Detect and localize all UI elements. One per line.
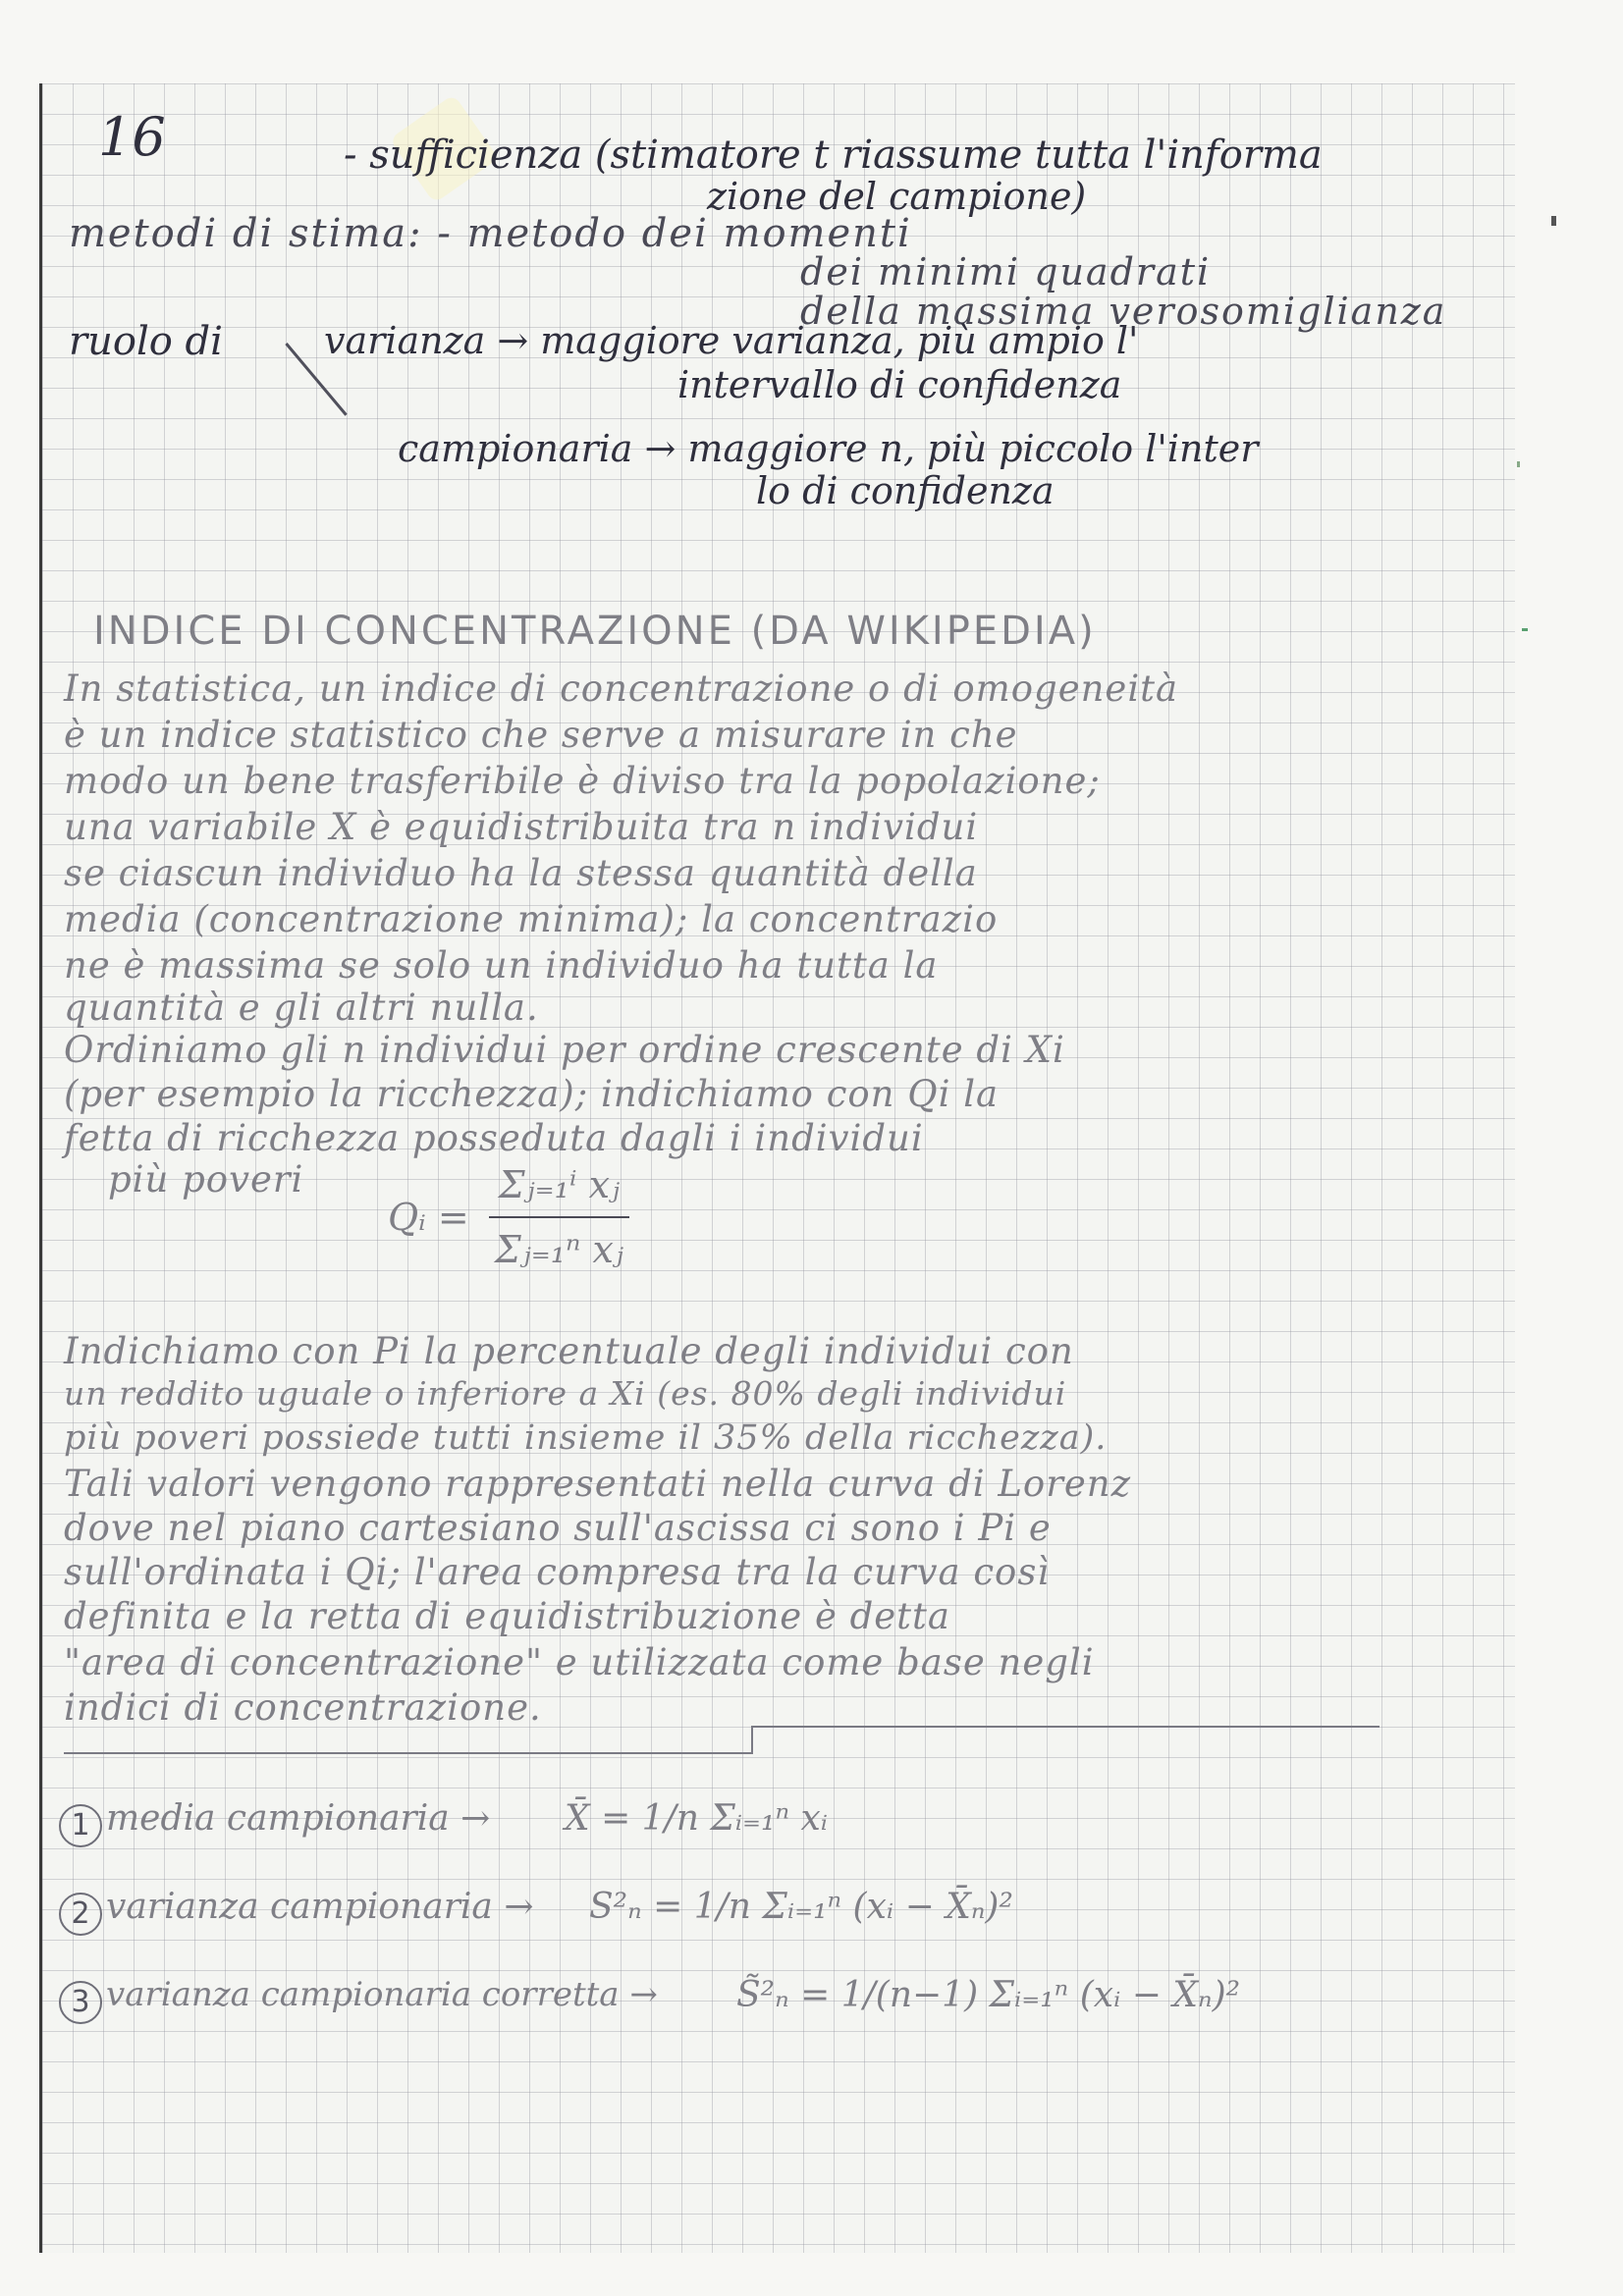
section-divider xyxy=(64,1752,751,1754)
section-divider-upper xyxy=(751,1726,1380,1728)
para3-line: Indichiamo con Pi la percentuale degli individui con xyxy=(64,1330,1074,1372)
formula-number-2: 2 xyxy=(59,1893,102,1936)
formula-q-denominator: Σⱼ₌₁ⁿ xⱼ xyxy=(494,1228,623,1271)
formula-q-fraction xyxy=(489,1163,629,1271)
page-number: 16 xyxy=(98,106,166,168)
formula-q xyxy=(388,1163,629,1271)
para1-line: quantità e gli altri nulla. xyxy=(64,987,539,1029)
formula-label-1: media campionaria → xyxy=(106,1798,491,1839)
formula-q-numerator: Σⱼ₌₁ⁱ xⱼ xyxy=(489,1163,629,1218)
para3-line: sull'ordinata i Qi; l'area compresa tra la curva così xyxy=(64,1551,1051,1593)
scan-speck xyxy=(1551,216,1556,226)
header-line-2: zione del campione) xyxy=(707,175,1087,218)
formula-label-3: varianza campionaria corretta → xyxy=(106,1975,658,2014)
formula-expr-3: S̃²ₙ = 1/(n−1) Σᵢ₌₁ⁿ (xᵢ − X̄ₙ)² xyxy=(736,1975,1241,2015)
para3-line: "area di concentrazione" e utilizzata come base negli xyxy=(64,1641,1095,1683)
para3-line: un reddito uguale o inferiore a Xi (es. 80% degli individui xyxy=(64,1374,1067,1413)
ruolo-varianza: varianza → maggiore varianza, più ampio l' xyxy=(324,319,1139,362)
para2-line: più poveri xyxy=(108,1158,304,1201)
para2-line: Ordiniamo gli n individui per ordine crescente di Xi xyxy=(64,1029,1065,1071)
para3-line: indici di concentrazione. xyxy=(64,1686,542,1729)
section-title: INDICE DI CONCENTRAZIONE (DA WIKIPEDIA) xyxy=(93,609,1097,654)
header-line-1: - sufficienza (stimatore t riassume tutta l'informa xyxy=(344,133,1323,178)
methods-lead: metodi di stima: - metodo dei momenti xyxy=(69,211,912,256)
ruolo-campionaria-cont: lo di confidenza xyxy=(756,469,1055,512)
para1-line: modo un bene trasferibile è diviso tra la popolazione; xyxy=(64,760,1101,802)
section-divider-step xyxy=(751,1728,753,1754)
para1-line: se ciascun individuo ha la stessa quantità della xyxy=(64,852,978,894)
para3-line: dove nel piano cartesiano sull'ascissa ci sono i Pi e xyxy=(64,1507,1052,1549)
formula-number-1: 1 xyxy=(59,1804,102,1847)
para3-line: Tali valori vengono rappresentati nella curva di Lorenz xyxy=(64,1463,1132,1505)
methods-item-3: della massima verosomiglianza xyxy=(800,290,1447,333)
para3-line: più poveri possiede tutti insieme il 35% della ricchezza). xyxy=(64,1418,1108,1458)
formula-q-lhs: Qᵢ = xyxy=(388,1196,469,1239)
ruolo-campionaria: campionaria → maggiore n, più piccolo l'inter xyxy=(398,427,1259,470)
ruolo-lead: ruolo di xyxy=(69,319,223,364)
para3-line: definita e la retta di equidistribuzione è detta xyxy=(64,1595,950,1637)
formula-label-2: varianza campionaria → xyxy=(106,1887,534,1927)
scan-speck xyxy=(1517,461,1520,467)
para1-line: è un indice statistico che serve a misurare in che xyxy=(64,714,1018,756)
formula-expr-2: S²ₙ = 1/n Σᵢ₌₁ⁿ (xᵢ − X̄ₙ)² xyxy=(589,1887,1013,1927)
para1-line: In statistica, un indice di concentrazione o di omogeneità xyxy=(64,667,1179,710)
methods-item-2: dei minimi quadrati xyxy=(800,250,1212,294)
para2-line: fetta di ricchezza posseduta dagli i individui xyxy=(64,1117,924,1159)
para2-line: (per esempio la ricchezza); indichiamo con Qi la xyxy=(64,1073,1000,1115)
formula-number-3: 3 xyxy=(59,1981,102,2024)
scan-speck xyxy=(1522,628,1528,631)
para1-line: media (concentrazione minima); la concentrazio xyxy=(64,898,999,940)
ruolo-varianza-cont: intervallo di confidenza xyxy=(677,363,1122,406)
para1-line: ne è massima se solo un individuo ha tutta la xyxy=(64,944,939,987)
para1-line: una variabile X è equidistribuita tra n individui xyxy=(64,806,979,848)
formula-expr-1: X̄ = 1/n Σᵢ₌₁ⁿ xᵢ xyxy=(565,1798,829,1839)
